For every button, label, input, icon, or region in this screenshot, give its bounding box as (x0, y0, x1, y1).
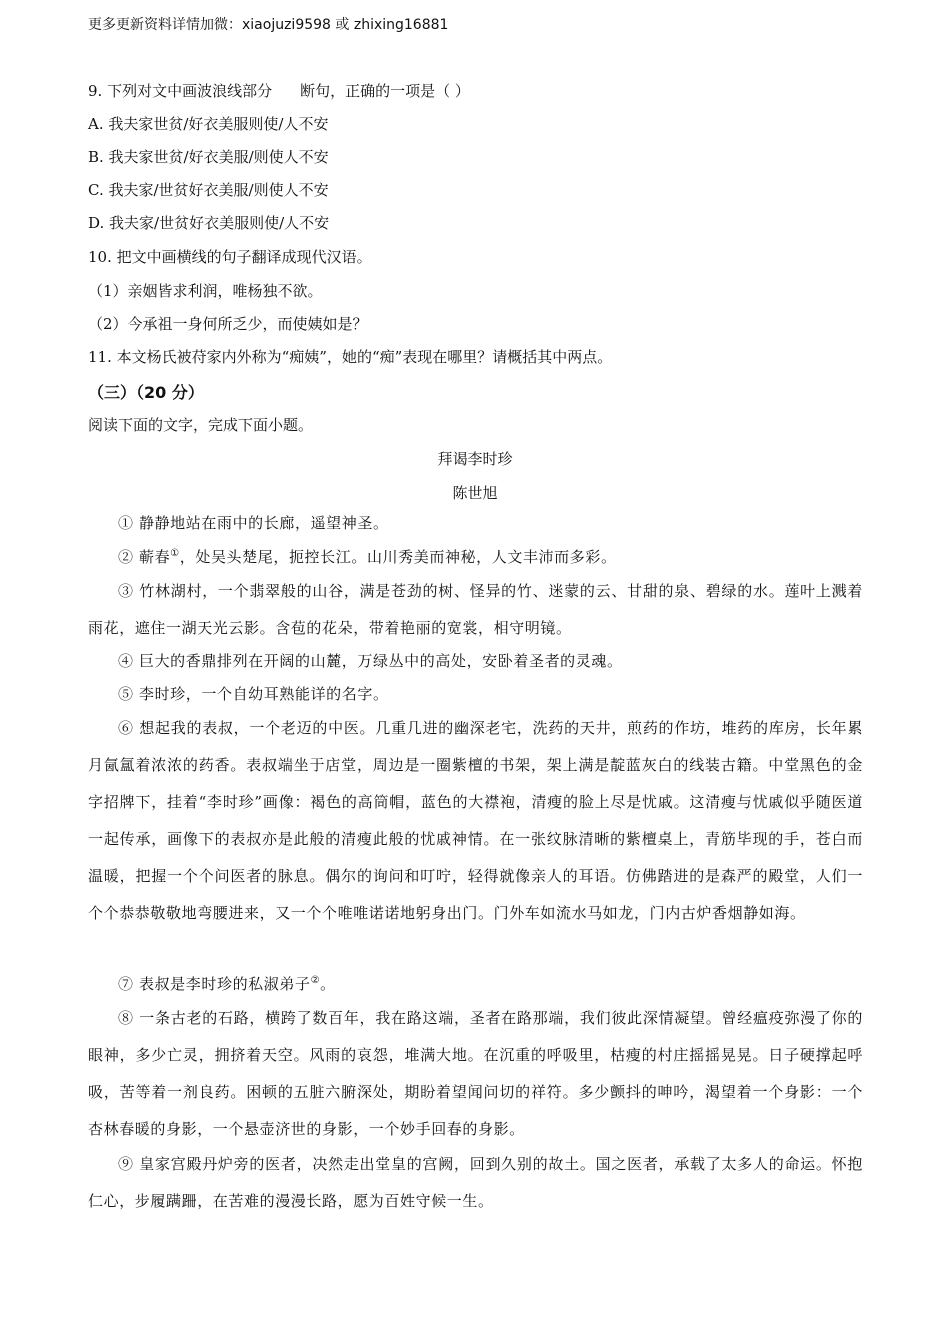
question-11-stem: 11. 本文杨氏被苻家内外称为“痴姨”，她的“痴”表现在哪里？请概括其中两点。 (88, 348, 613, 366)
question-10-stem: 10. 把文中画横线的句子翻译成现代汉语。 (88, 248, 372, 266)
question-10-item-1: （1）亲姻皆求利润，唯杨独不欲。 (88, 282, 323, 300)
article-author: 陈世旭 (452, 484, 498, 502)
question-9-stem-after: 断句，正确的一项是（ ） (300, 82, 470, 100)
paragraph-9: ⑨ 皇家宫殿丹炉旁的医者，决然走出堂皇的宫阙，回到久别的故土。国之医者，承载了太多人的命运。怀抱仁心，步履蹒跚，在苦难的漫漫长路，愿为百姓守候一生。 (88, 1155, 863, 1210)
paragraph-7-start: ⑦ 表叔是李时珍的私淑弟子 (118, 975, 311, 993)
section-3-heading: （三）（20 分） (88, 383, 204, 402)
paragraph-6: ⑥ 想起我的表叔，一个老迈的中医。几重几进的幽深老宅，洗药的天井，煎药的作坊，堆药的库房，长年累月氤氲着浓浓的药香。表叔端坐于店堂，周边是一圈紫檀的书架，架上满是靛蓝灰白的线装古籍。中堂黑色的金字招牌下，挂着“李时珍”画像：褐色的高筒帽，蓝色的大襟袍，清瘦的脸上尽是忧戚。这清瘦与忧戚似乎随医道一起传承，画像下的表叔亦是此般的清瘦此般的忧戚神情。在一张纹脉清晰的紫檀桌上，青筋毕现的手，苍白而温暖，把握一个个问医者的脉息。偶尔的询问和叮咛，轻得就像亲人的耳语。仿佛踏进的是森严的殿堂，人们一个个恭恭敬敬地弯腰进来，又一个个唯唯诺诺地躬身出门。门外车如流水马如龙，门内古炉香烟静如海。 (88, 719, 863, 922)
footnote-marker-1: ① (170, 548, 180, 559)
paragraph-1: ① 静静地站在雨中的长廊，遥望神圣。 (118, 514, 389, 532)
paragraph-5: ⑤ 李时珍，一个自幼耳熟能详的名字。 (118, 685, 389, 703)
page-header-contact: 更多更新资料详情加微：xiaojuzi9598 或 zhixing16881 (88, 17, 449, 33)
footnote-marker-2: ② (310, 975, 321, 986)
paragraph-8: ⑧ 一条古老的石路，横跨了数百年，我在路这端，圣者在路那端，我们彼此深情凝望。曾经瘟疫弥漫了你的眼神，多少亡灵，拥挤着天空。风雨的哀怨，堆满大地。在沉重的呼吸里，枯瘦的村庄摇摇晃晃。日子硬撑起呼吸，苦等着一剂良药。困顿的五脏六腑深处，期盼着望闻问切的祥符。多少颤抖的呻吟，渴望着一个身影：一个杏林春暖的身影，一个悬壶济世的身影，一个妙手回春的身影。 (88, 1009, 863, 1138)
paragraph-2-rest: ，处吴头楚尾，扼控长江。山川秀美而神秘，人文丰沛而多彩。 (179, 548, 617, 566)
question-9-option-c: C. 我夫家/世贫好衣美服/则使人不安 (88, 181, 329, 199)
question-9-stem-before: 9. 下列对文中画波浪线部分 (88, 82, 273, 100)
paragraph-7 (88, 966, 863, 1003)
paragraph-2 (88, 539, 863, 576)
paragraph-3: ③ 竹林湖村，一个翡翠般的山谷，满是苍劲的树、怪异的竹、迷蒙的云、甘甜的泉、碧绿的水。莲叶上溅着雨花，遮住一湖天光云影。含苞的花朵，带着艳丽的宽裳，相守明镜。 (88, 582, 863, 637)
question-9-option-b: B. 我夫家世贫/好衣美服/则使人不安 (88, 148, 329, 166)
question-10-item-2: （2）今承祖一身何所乏少，而使姨如是？ (88, 315, 368, 333)
reading-instruction: 阅读下面的文字，完成下面小题。 (88, 416, 314, 434)
question-9-stem (88, 81, 470, 101)
question-9-option-d: D. 我夫家/世贫好衣美服则使/人不安 (88, 214, 330, 232)
paragraph-2-start: ② 蕲春 (118, 548, 171, 566)
paragraph-7-end: 。 (320, 975, 336, 993)
article-title: 拜谒李时珍 (437, 450, 513, 468)
question-9-option-a: A. 我夫家世贫/好衣美服则使/人不安 (88, 115, 329, 133)
paragraph-4: ④ 巨大的香鼎排列在开阔的山麓，万绿丛中的高处，安卧着圣者的灵魂。 (118, 652, 623, 670)
